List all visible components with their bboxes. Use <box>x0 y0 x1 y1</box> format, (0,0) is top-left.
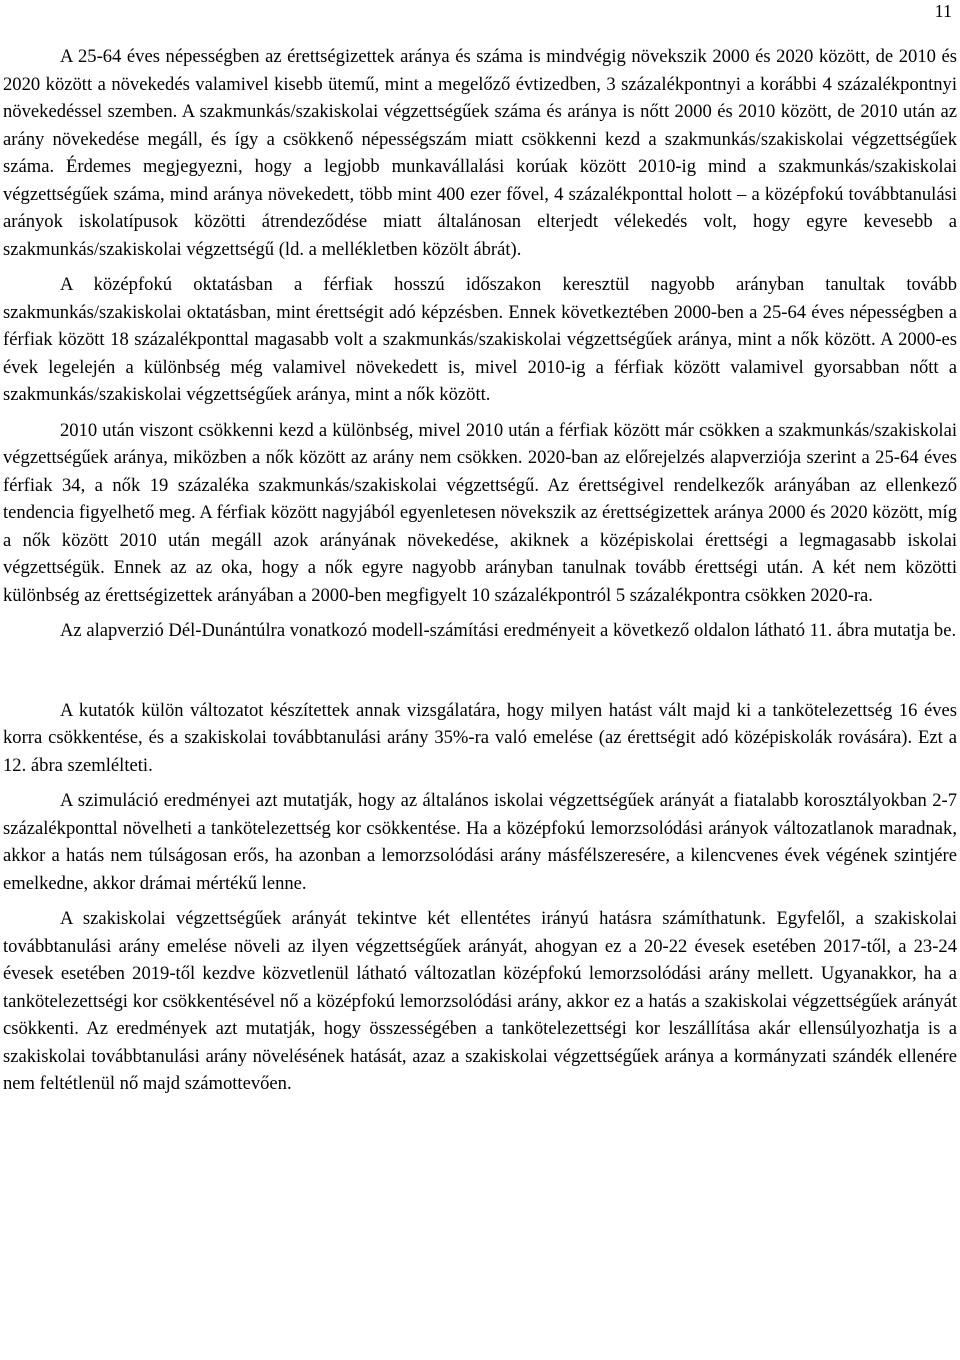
paragraph-3: 2010 után viszont csökkenni kezd a különbség, mivel 2010 után a férfiak között már csökken a szakmunkás/szakiskolai végzettségűek aránya, miközben a nők között az arány nem csökken. 2020-ban az előrejelzés alapverziója szerint a 25-64 éves férfiak 34, a nők 19 százaléka szakmunkás/szakiskolai végzettségű. Az érettségivel rendelkezők arányában az ellenkező tendencia figyelhető meg. A férfiak között nagyjából egyenletesen növekszik az érettségizettek aránya 2000 és 2020 között, míg a nők között 2010 után megáll azok arányának növekedése, akiknek a középiskolai érettségi a legmagasabb iskolai végzettségük. Ennek az az oka, hogy a nők egyre nagyobb arányban tanulnak tovább érettségi után. A két nem közötti különbség az érettségizettek arányában a 2000-ben megfigyelt 10 százalékpontról 5 százalékpontra csökken 2020-ra. <box>3 419 957 606</box>
paragraph-1: A 25-64 éves népességben az érettségizettek aránya és száma is mindvégig növekszik 2000 és 2020 között, de 2010 és 2020 között a növekedés valamivel kisebb ütemű, mint a megelőző évtizedben, 3 százalékpontnyi a korábbi 4 százalékpontnyi növekedéssel szemben. A szakmunkás/szakiskolai végzettségűek száma és aránya is nőtt 2000 és 2010 között, de 2010 után az arány növekedése megáll, és így a csökkenő népességszám miatt csökkenni kezd a szakmunkás/szakiskolai végzettségűek száma. Érdemes megjegyezni, hogy a legjobb munkavállalási korúak között 2010-ig mind a szakmunkás/szakiskolai végzettségűek száma, mind aránya növekedett, több mint 400 ezer fővel, 4 százalékponttal holott – a középfokú továbbtanulási arányok iskolatípusok közötti átrendeződése miatt általánosan elterjedt vélekedés volt, hogy egyre kevesebb a szakmunkás/szakiskolai végzettségű (ld. a mellékletben közölt ábrát). <box>3 46 957 260</box>
paragraph-5: A kutatók külön változatot készítettek annak vizsgálatára, hogy milyen hatást vált majd ki a tankötelezettség 16 éves korra csökkentése, és a szakiskolai továbbtanulási arány 35%-ra való emelése (az érettségit adó középiskolák rovására). Ezt a 12. ábra szemlélteti. <box>3 699 957 776</box>
page-number: 11 <box>934 1 952 21</box>
paragraph-2: A középfokú oktatásban a férfiak hosszú időszakon keresztül nagyobb arányban tanultak tovább szakmunkás/szakiskolai oktatásban, mint érettségit adó képzésben. Ennek következtében 2000-ben a 25-64 éves népességben a férfiak között 18 százalékponttal magasabb volt a szakmunkás/szakiskolai végzettségűek aránya, mint a nők között. A 2000-es évek legelején a különbség még valamivel növekedett is, mivel 2010-ig a férfiak között valamivel gyorsabban nőtt a szakmunkás/szakiskolai végzettségűek aránya, mint a nők között. <box>3 274 957 405</box>
paragraph-4: Az alapverzió Dél-Dunántúlra vonatkozó modell-számítási eredményeit a következő oldalon látható 11. ábra mutatja be. <box>60 620 957 641</box>
document-body <box>3 43 957 1098</box>
paragraph-6: A szimuláció eredményei azt mutatják, hogy az általános iskolai végzettségűek arányát a fiatalabb korosztályokban 2-7 százalékponttal növelheti a tankötelezettség kor csökkentése. Ha a középfokú lemorzsolódási arányok változatlanok maradnak, akkor a hatás nem túlságosan erős, ha azonban a lemorzsolódási arány másfélszeresére, a kilencvenes évek végének szintjére emelkedne, akkor drámai mértékű lenne. <box>3 790 957 894</box>
paragraph-7: A szakiskolai végzettségűek arányát tekintve két ellentétes irányú hatásra számíthatunk. Egyfelől, a szakiskolai továbbtanulási arány emelése növeli az ilyen végzettségűek arányát, ahogyan ez a 20-22 évesek esetében 2017-től, a 23-24 évesek esetében 2019-től kezdve közvetlenül látható változatlan középfokú lemorzsolódási arány mellett. Ugyanakkor, ha a tankötelezettségi kor csökkentésével nő a középfokú lemorzsolódási arány, akkor ez a hatás a szakiskolai végzettségűek arányát csökkenti. Az eredmények azt mutatják, hogy összességében a tankötelezettségi kor leszállítása akár ellensúlyozhatja is a szakiskolai továbbtanulási arány növelésének hatását, azaz a szakiskolai végzettségűek aránya a kormányzati szándék ellenére nem feltétlenül nő majd számottevően. <box>3 908 957 1094</box>
